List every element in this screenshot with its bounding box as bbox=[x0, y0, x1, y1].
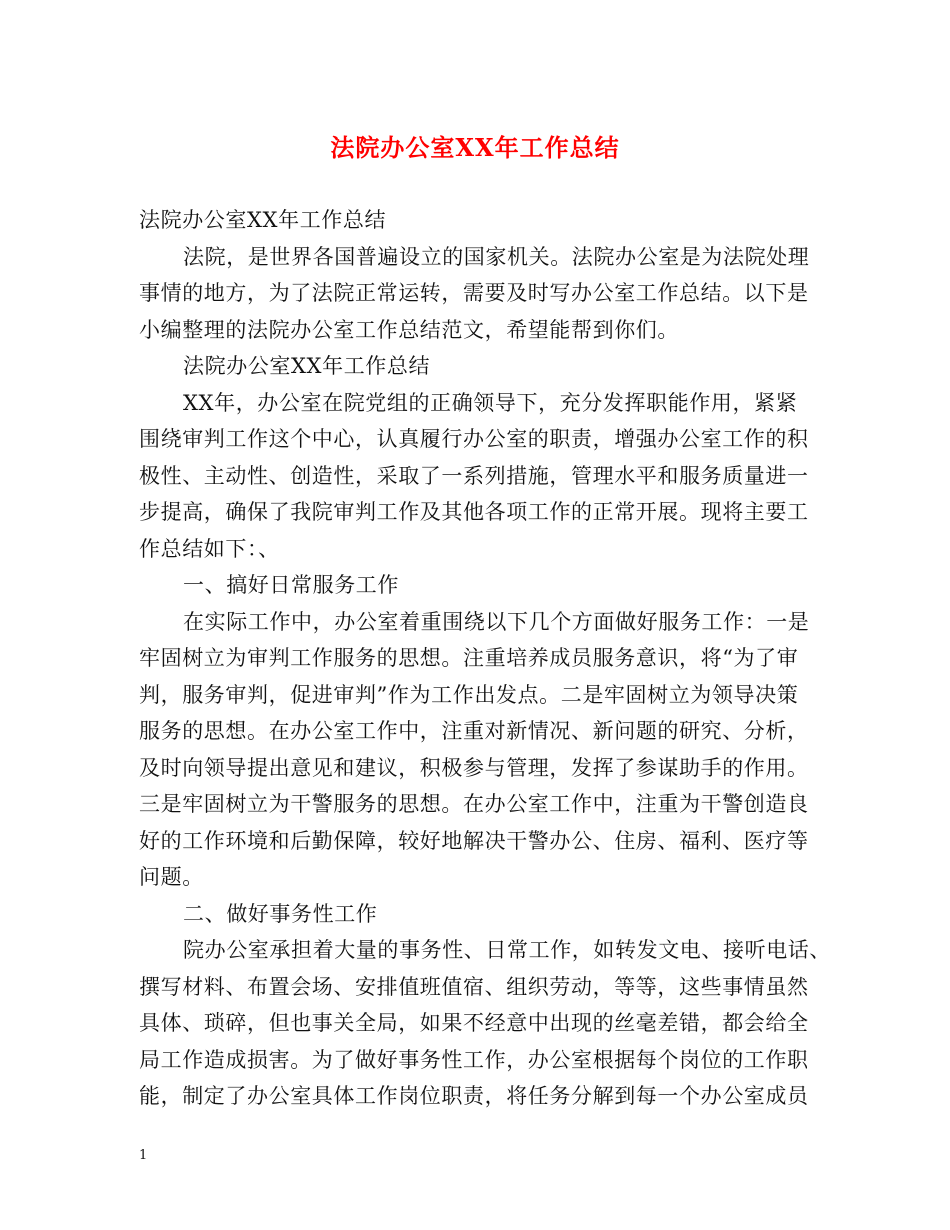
body-line: 步提高，确保了我院审判工作及其他各项工作的正常开展。现将主要工 bbox=[139, 500, 809, 524]
body-line: 三是牢固树立为干警服务的思想。在办公室工作中，注重为干警创造良 bbox=[139, 792, 809, 816]
document-title: 法院办公室XX年工作总结 bbox=[330, 133, 620, 162]
body-line: 法院办公室XX年工作总结 bbox=[139, 208, 387, 232]
body-line: 法院办公室XX年工作总结 bbox=[183, 354, 431, 378]
body-line: 事情的地方，为了法院正常运转，需要及时写办公室工作总结。以下是 bbox=[139, 281, 809, 305]
body-line: 围绕审判工作这个中心，认真履行办公室的职责，增强办公室工作的积 bbox=[139, 427, 809, 451]
document-body bbox=[139, 202, 831, 1115]
body-line: 服务的思想。在办公室工作中，注重对新情况、新问题的研究、分析， bbox=[139, 719, 809, 743]
body-line: 牢固树立为审判工作服务的思想。注重培养成员服务意识，将“为了审 bbox=[139, 646, 799, 670]
body-line: 一、搞好日常服务工作 bbox=[183, 573, 399, 597]
body-line: 判，服务审判，促进审判”作为工作出发点。二是牢固树立为领导决策 bbox=[139, 682, 799, 707]
body-line: 问题。 bbox=[139, 865, 204, 889]
body-line: 撰写材料、布置会场、安排值班值宿、组织劳动，等等，这些事情虽然 bbox=[139, 974, 809, 999]
body-line: 二、做好事务性工作 bbox=[183, 901, 378, 926]
body-line: 作总结如下：、 bbox=[139, 536, 280, 561]
body-line: 极性、主动性、创造性，采取了一系列措施，管理水平和服务质量进一 bbox=[139, 463, 809, 488]
body-line: 及时向领导提出意见和建议，积极参与管理，发挥了参谋助手的作用。 bbox=[139, 755, 809, 780]
body-line: 能，制定了办公室具体工作岗位职责，将任务分解到每一个办公室成员 bbox=[139, 1084, 809, 1108]
body-line: 法院，是世界各国普遍设立的国家机关。法院办公室是为法院处理 bbox=[183, 244, 810, 269]
body-line: 好的工作环境和后勤保障，较好地解决干警办公、住房、福利、医疗等 bbox=[139, 828, 809, 853]
body-line: 院办公室承担着大量的事务性、日常工作，如转发文电、接听电话、 bbox=[183, 938, 831, 962]
body-line: 具体、琐碎，但也事关全局，如果不经意中出现的丝毫差错，都会给全 bbox=[139, 1011, 809, 1035]
page-number: 1 bbox=[139, 1148, 148, 1163]
body-line: 局工作造成损害。为了做好事务性工作，办公室根据每个岗位的工作职 bbox=[139, 1047, 809, 1072]
body-line: 小编整理的法院办公室工作总结范文，希望能帮到你们。 bbox=[139, 317, 679, 342]
body-line: 在实际工作中，办公室着重围绕以下几个方面做好服务工作：一是 bbox=[183, 609, 810, 634]
body-line: XX年，办公室在院党组的正确领导下，充分发挥职能作用，紧紧 bbox=[183, 390, 798, 415]
